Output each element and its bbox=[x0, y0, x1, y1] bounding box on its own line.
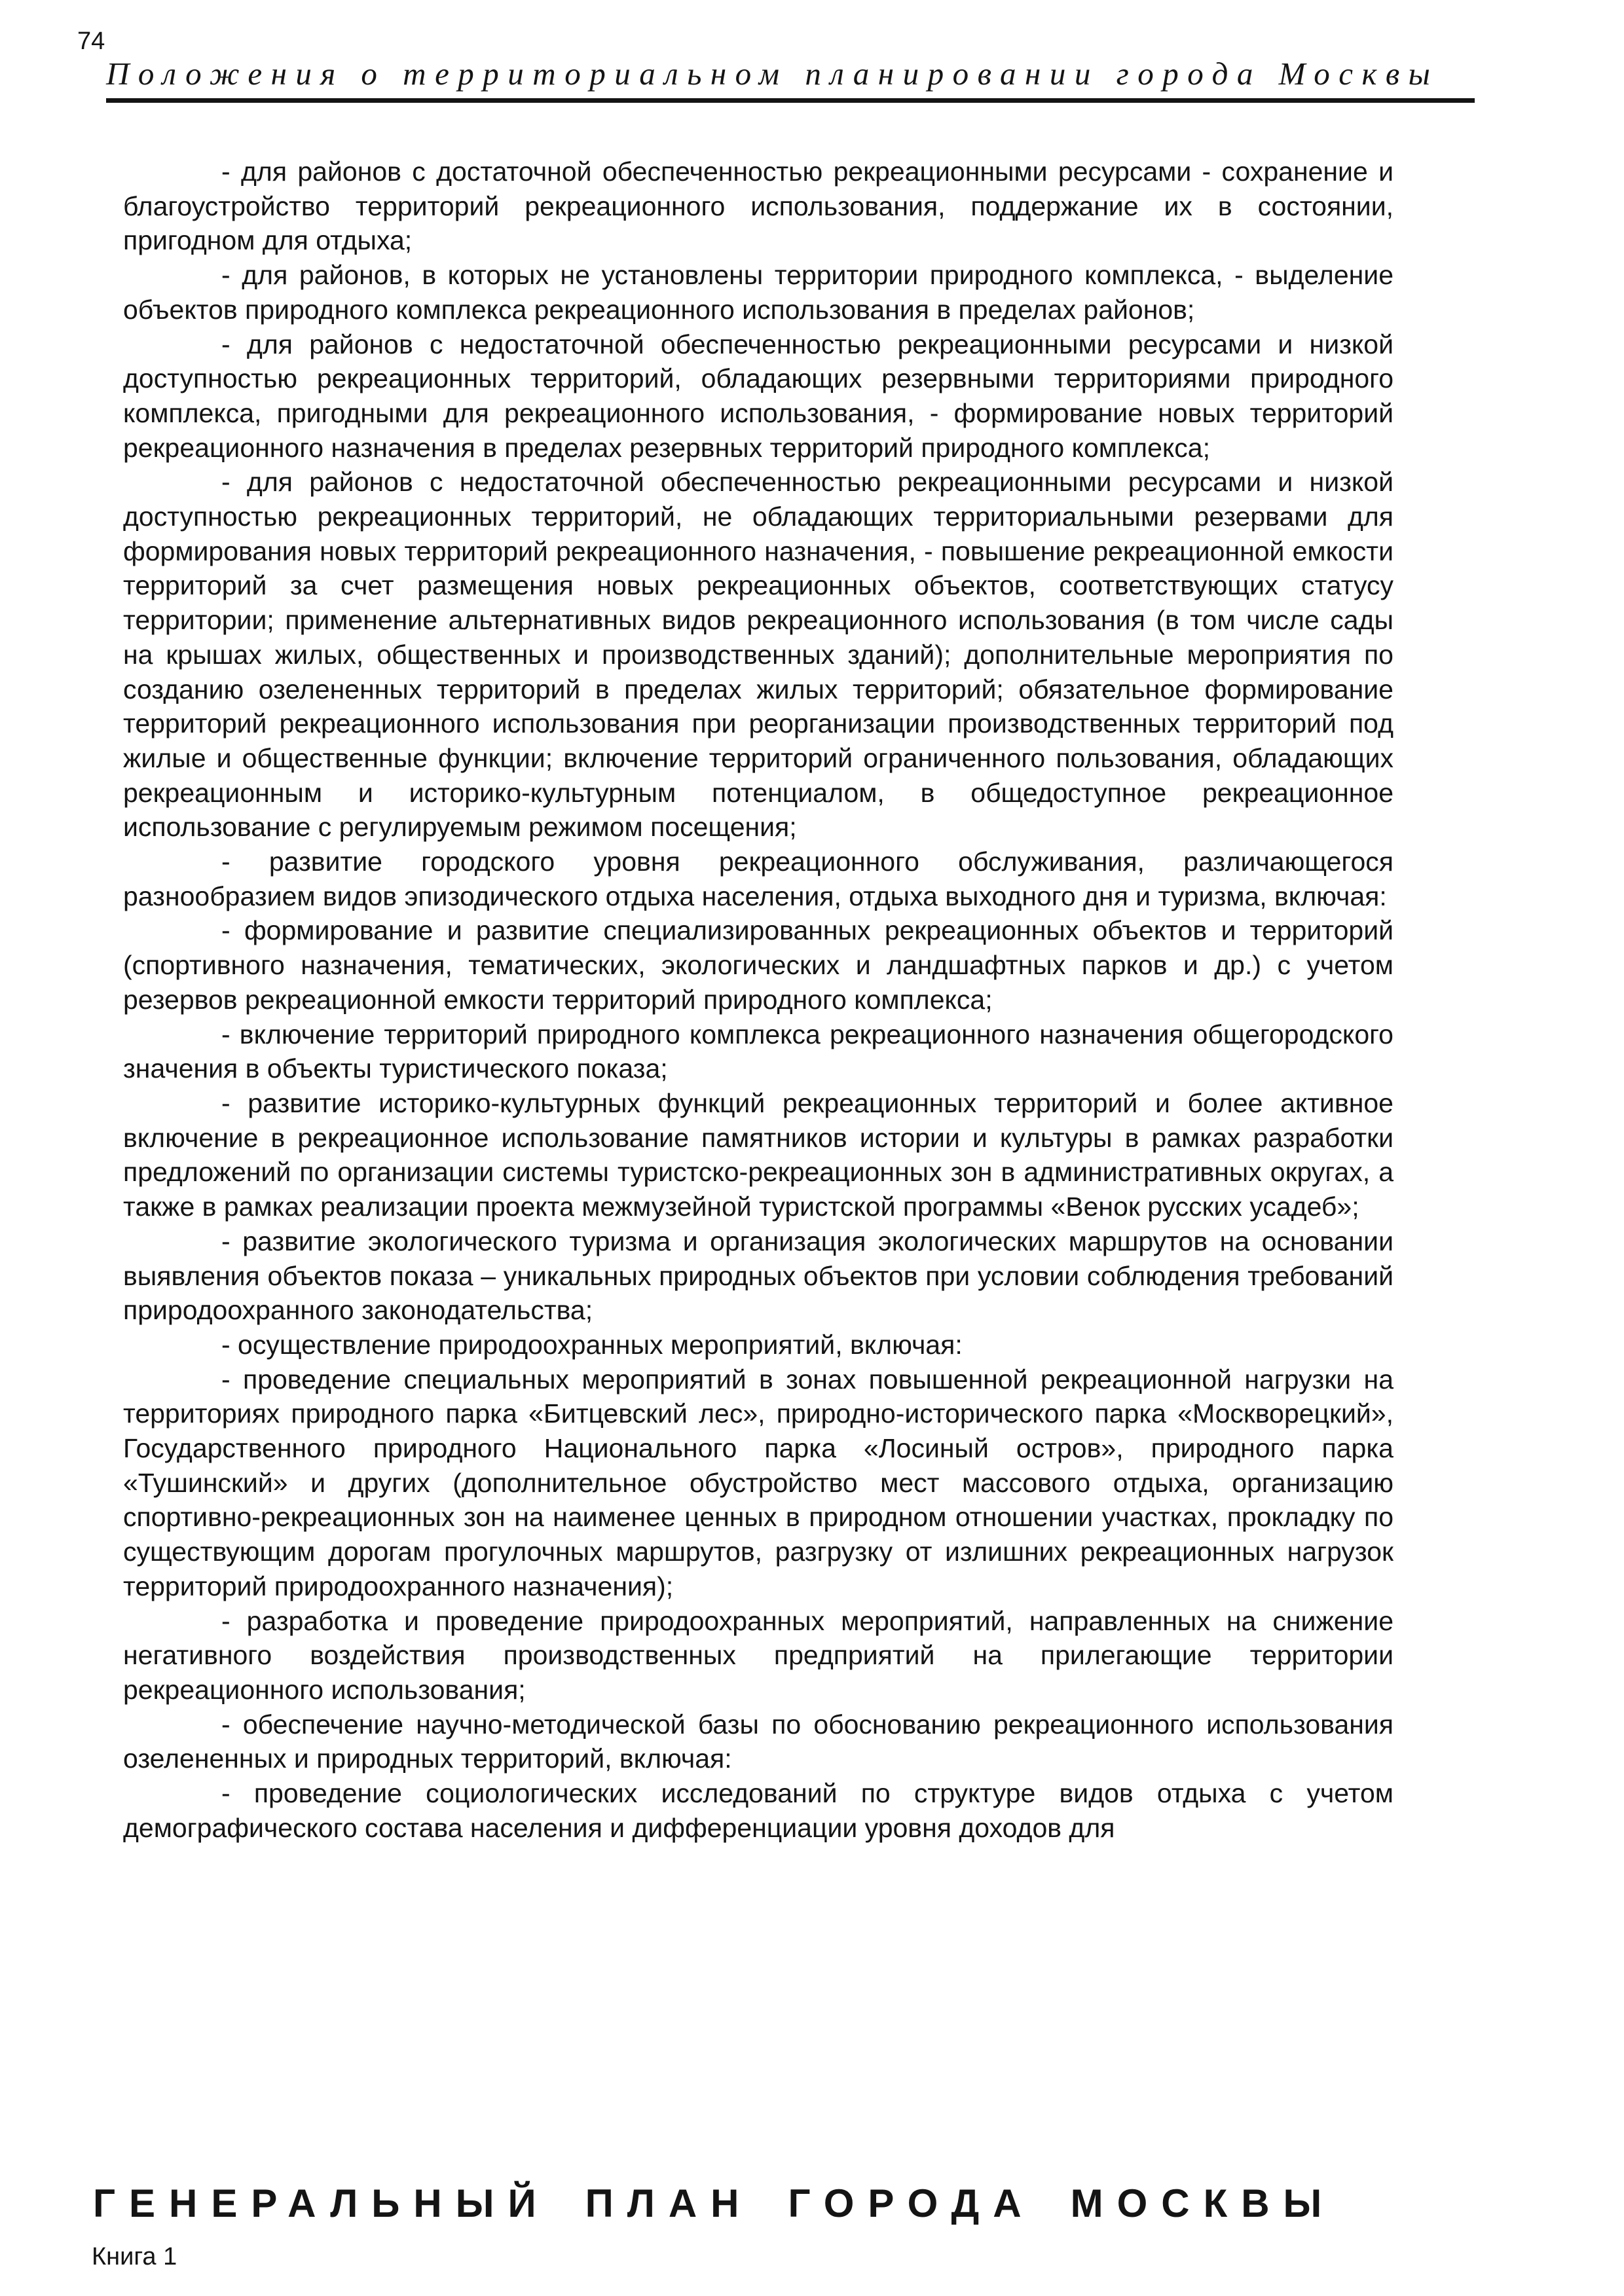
running-header-title: Положения о территориальном планировании города Москвы bbox=[106, 56, 1439, 92]
footer-title bbox=[93, 2181, 1475, 2225]
footer-title-word: ПЛАН bbox=[585, 2181, 753, 2225]
body-text bbox=[123, 155, 1393, 1845]
paragraph: - для районов, в которых не установлены территории природного комплекса, - выделение объектов природного комплекса рекреационного использования в пределах районов; bbox=[123, 260, 1393, 325]
footer-title-word: ГОРОДА bbox=[788, 2181, 1035, 2225]
paragraph: - развитие городского уровня рекреационного обслуживания, различающегося разнообразием видов эпизодического отдыха населения, отдыха выходного дня и туризма, включая: bbox=[123, 847, 1393, 911]
paragraph: - для районов с недостаточной обеспеченностью рекреационными ресурсами и низкой доступностью рекреационных территорий, обладающих резервными территориями природного комплекса, пригодными для рекреационного использования, - формирование новых территорий рекреационного назначения в пределах резервных территорий природного комплекса; bbox=[123, 329, 1393, 463]
paragraph: - развитие историко-культурных функций рекреационных территорий и более активное включение в рекреационное использование памятников истории и культуры в рамках разработки предложений по организации системы туристско-рекреационных зон в административных округах, а также в рамках реализации проекта межмузейной туристской программы «Венок русских усадеб»; bbox=[123, 1087, 1393, 1222]
paragraph: - разработка и проведение природоохранных мероприятий, направленных на снижение негативного воздействия производственных предприятий на прилегающие территории рекреационного использования; bbox=[123, 1605, 1393, 1705]
paragraph: - обеспечение научно-методической базы по обоснованию рекреационного использования озелененных и природных территорий, включая: bbox=[123, 1709, 1393, 1774]
paragraph: - осуществление природоохранных мероприятий, включая: bbox=[221, 1329, 963, 1360]
paragraph: - включение территорий природного комплекса рекреационного назначения общегородского значения в объекты туристического показа; bbox=[123, 1019, 1393, 1084]
paragraph: - для районов с недостаточной обеспеченностью рекреационными ресурсами и низкой доступностью рекреационных территорий, не обладающих территориальными резервами для формирования новых территорий рекреационного назначения, - повышение рекреационной емкости территорий за счет размещения новых рекреационных объектов, соответствующих статусу территории; применение альтернативных видов рекреационного использования (в том числе сады на крышах жилых, общественных и производственных зданий); дополнительные мероприятия по созданию озелененных территорий в пределах жилых территорий; обязательное формирование территорий рекреационного использования при реорганизации производственных территорий под жилые и общественные функции; включение территорий ограниченного пользования, обладающих рекреационным и историко-культурным потенциалом, в общедоступное рекреационное использование с регулируемым режимом посещения; bbox=[123, 467, 1393, 843]
paragraph: - для районов с достаточной обеспеченностью рекреационными ресурсами - сохранение и благоустройство территорий рекреационного использования, поддержание их в состоянии, пригодном для отдыха; bbox=[123, 156, 1393, 256]
header-rule bbox=[106, 98, 1475, 103]
footer-title-word: ГЕНЕРАЛЬНЫЙ bbox=[93, 2181, 550, 2225]
paragraph: - проведение социологических исследований по структуре видов отдыха с учетом демографического состава населения и дифференциации уровня доходов для bbox=[123, 1778, 1393, 1843]
paragraph: - формирование и развитие специализированных рекреационных объектов и территорий (спортивного назначения, тематических, экологических и ландшафтных парков и др.) с учетом резервов рекреационной емкости территорий природного комплекса; bbox=[123, 915, 1393, 1015]
footer-title-word: МОСКВЫ bbox=[1070, 2181, 1336, 2225]
paragraph: - проведение специальных мероприятий в зонах повышенной рекреационной нагрузки на территориях природного парка «Битцевский лес», природно-исторического парка «Москворецкий», Государственного природного Национального парка «Лосиный остров», природного парка «Тушинский» и других (дополнительное обустройство мест массового отдыха, организацию спортивно-рекреационных зон на наименее ценных в природном отношении участках, прокладку по существующим дорогам прогулочных маршрутов, разгрузку от излишних рекреационных нагрузок территорий природоохранного назначения); bbox=[123, 1364, 1393, 1601]
page-number: 74 bbox=[77, 27, 105, 55]
footer-book-label: Книга 1 bbox=[92, 2243, 177, 2270]
paragraph: - развитие экологического туризма и организация экологических маршрутов на основании выявления объектов показа – уникальных природных объектов при условии соблюдения требований природоохранного законодательства; bbox=[123, 1226, 1393, 1326]
